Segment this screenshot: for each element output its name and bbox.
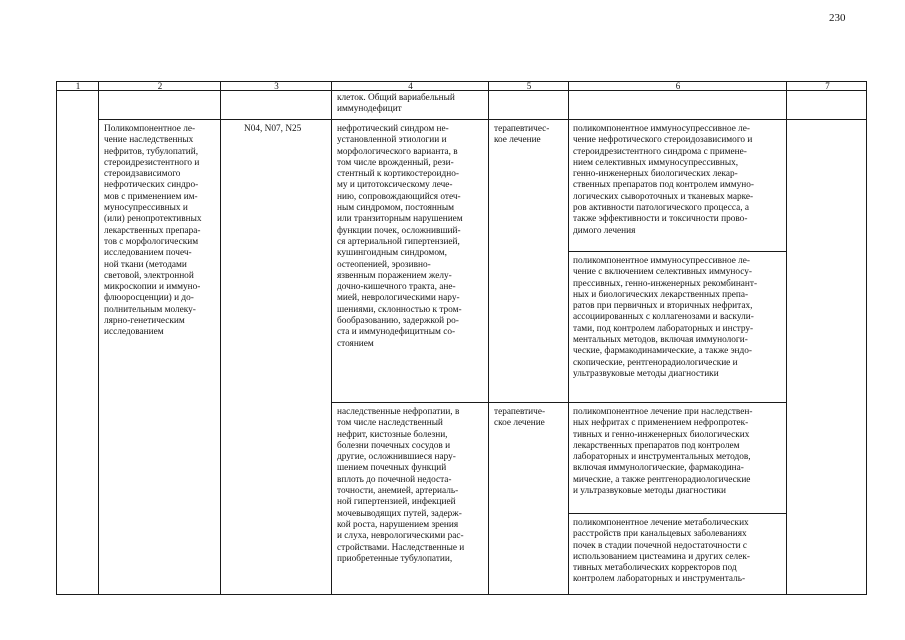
header-cell-1: 1 [75, 81, 81, 91]
header-cell-4: 4 [408, 81, 413, 91]
cell-treatment-type-2: терапевтиче- ское лечение [494, 407, 546, 429]
cell-continued-diagnosis: клеток. Общий вариабельный иммунодефицит [337, 93, 455, 115]
cell-treatment-type-1: терапевтичес- кое лечение [494, 124, 550, 146]
cell-method-hereditary-nephritis: поликомпонентное лечение при наследствен- ных нефритах с применением нефропротек- тивных и генно-инженерных биологических лекарственных препаратов под контролем лабораторных и инструментальных методов, включая иммунологические, фармакодина- мические, а также рентгенорадиологические и ультразвуковые методы диагностики [573, 407, 753, 497]
cell-method-metabolic: поликомпонентное лечение метаболических расстройств при канальцевых заболеваниях почек в стадии почечной недостаточности с использованием цистеамина и других селек- тивных метаболических корректоров под контролем лабораторных и инструменталь- [573, 518, 750, 585]
cell-method-immunosuppressive-2: поликомпонентное иммуносупрессивное ле- чение с включением селективных иммуносу- прессивных, генно-инженерных рекомбинант- ных и биологических лекарственных препа- ратов при первичных и вторичных нефритах, ассоциированных с коллагенозами и васкули- тами, под контролем лабораторных и инстру- ментальных методов, включая иммунологи- ческие, фармакодинамические, а также эндо- скопические, рентгенорадиологические и ультразвуковые методы диагностики [573, 256, 758, 379]
cell-method-immunosuppressive-1: поликомпонентное иммуносупрессивное ле- чение нефротического стероидозависимого и стероидрезистентного синдрома с примене- нием селективных иммуносупрессивных, генно-инженерных биологических лекар- ственных препаратов под контролем иммуно- логических сывороточных и тканевых марке- ров активности патологического процесса, а также эффективности и токсичности прово- димого лечения [573, 124, 755, 236]
cell-icd-codes: N04, N07, N25 [244, 124, 302, 134]
header-cell-6: 6 [675, 81, 681, 91]
cell-treatment-name: Поликомпонентное ле- чение наследственных нефритов, тубулопатий, стероидрезистентного и стероидзависимого нефротических синдро- мов с применением им- муносупрессивных и (или) ренопротективных лекарственных препара- тов с морфологическим исследованием почеч- ной ткани (методами световой, электронной микроскопии и иммуно- флюоросценции) и до- полнительным молеку- лярно-генетическим исследованием [104, 124, 202, 338]
page-number: 230 [829, 12, 846, 24]
cell-diagnosis-nephrotic: нефротический синдром не- установленной этиологии и морфологического варианта, в том числе врожденный, рези- стентный к кортикостероидно- му и цитотоксическому лече- нию, сопровождающийся отеч- ным синдромом, постоянным или транзиторным нарушением функции почек, осложнивший- ся артериальной гипертензией, кушингоидным синдромом, остеопенией, эрозивно- язвенным поражением желу- дочно-кишечного тракта, ане- мией, неврологическими нару- шениями, склонностью к тром- бообразованию, задержкой ро- ста и иммунодефицитным со- стоянием [337, 124, 463, 349]
table-header-row [56, 81, 867, 91]
cell-diagnosis-hereditary: наследственные нефропатии, в том числе наследственный нефрит, кистозные болезни, болезни почечных сосудов и другие, осложнившиеся нару- шением почечных функций вплоть до почечной недоста- точности, анемией, артериаль- ной гипертензией, инфекцией мочевыводящих путей, задерж- кой роста, нарушением зрения и слуха, неврологическими рас- стройствами. Наследственные и приобретенные тубулопатии, [337, 407, 465, 564]
header-cell-3: 3 [274, 81, 279, 91]
header-cell-7: 7 [825, 81, 830, 91]
header-cell-5: 5 [526, 81, 532, 91]
header-cell-2: 2 [157, 81, 163, 91]
